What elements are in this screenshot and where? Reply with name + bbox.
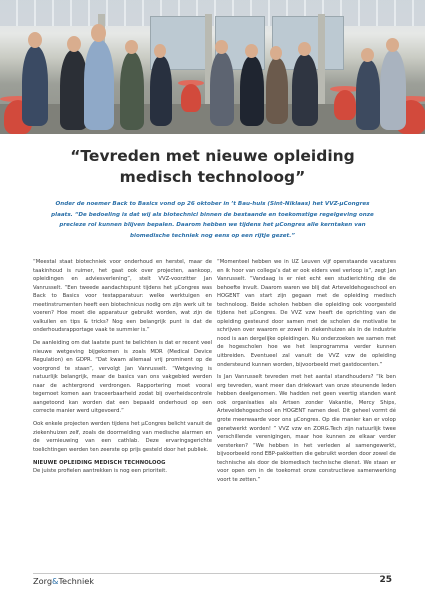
paragraph: Ook enkele projecten werden tijdens het µCongres belicht vanuit de ziekenhuizen zelf, zoals de doormelding van medische alarmen en de vernieuwing van een cathlab. Deze ervaringsgerichte toelichtingen werden ten zeerste op prijs gesteld door het publiek. — [33, 421, 212, 453]
left-column — [33, 258, 212, 480]
article-title: “Tevreden met nieuwe opleiding medisch technoloog” — [70, 147, 355, 186]
brand-word-left: Zorg — [33, 576, 53, 586]
person — [356, 60, 380, 130]
person — [292, 54, 318, 126]
paragraph: De juiste profielen aantrekken is nog een prioriteit. — [33, 468, 168, 475]
person — [120, 52, 144, 130]
person-head — [215, 40, 228, 54]
brand-ampersand: & — [52, 576, 59, 586]
person-head — [125, 40, 138, 54]
person — [210, 52, 234, 126]
red-table — [181, 84, 201, 112]
article-lead: Onder de noemer Back to Basics vond op 26 oktober in ’t Bau-huis (Sint-Niklaas) het VVZ-µCongres plaats. “De bedoeling is dat wij als biotechnici binnen de bestaande en toekomstige regelgeving onze precieze rol kunnen blijven bepalen. Daarom hebben we tijdens het µCongres alle kerntaken van biomedische techniek nog eens op een rijtje gezet.” — [51, 201, 374, 239]
paragraph: “Meestal staat biotechniek voor onderhoud en herstel, maar de taakinhoud is ruimer, het gaat ook over projecten, aankoop, opleidingen en adviesverlening”, stelt VVZ-voorzitter Jan Vanrusselt. “Een tweede aandachtspunt tijdens het µCongres was Back to Basics voor testapparatuur: welke werktuigen en meetinstrumenten heeft een biotechnicus nodig om zijn werk uit te voeren? Hoe moet die apparatuur gebruikt worden, wat zijn de valkuilen en tips & tricks? Nog een belangrijk punt is dat de onderhoudsrapportage vaak te summier is.” — [33, 259, 212, 334]
person-head — [245, 44, 258, 58]
person-head — [361, 48, 374, 62]
person — [380, 50, 406, 130]
person — [84, 40, 114, 130]
paragraph: “Momenteel hebben we in UZ Leuven vijf openstaande vacatures en ik hoor van collega’s dat er ook elders veel verloop is”, zegt Jan Vanrusselt. “Vandaag is er niet echt een studierichting die de behoefte invult. Daarom waren we blij dat Arteveldehogeschool en HOGENT van start zijn gegaan met de opleiding medisch technoloog. Beide scholen hebben die opleiding ook voorgesteld tijdens het µCongres. De VVZ vzw heeft de oprichting van de opleiding gesteund door samen met de scholen de motivatie te schrijven over waarom er zowel in ziekenhuizen als in de industrie nood is aan dergelijke opleidingen. Nu onderzoeken we samen met de hogescholen hoe we het lesprogramma verder kunnen uitbreiden. Eventueel zal vanuit de VVZ vzw de opleiding ondersteund kunnen worden, bijvoorbeeld met gastdocenten.” — [217, 259, 396, 368]
brand-word-right: Techniek — [58, 576, 95, 586]
person-head — [386, 38, 399, 52]
ceiling-grid — [0, 0, 425, 26]
paragraph: Is Jan Vanrusselt tevreden met het aantal standhouders? “Ik ben erg tevreden, want meer dan driekwart van onze steunende leden hebben deelgenomen. We hadden net geen veertig standen want ook organisaties als Artsen zonder Vakantie, Mercy Ships, Arteveldehogeschool en HOGENT namen deel. Dit geheel vormt dé grote meerwaarde voor ons µCongres. Op die manier kan er volop genetwerkt worden! ” VVZ vzw en ZORG.Tech zijn natuurlijk twee verschillende verenigingen, maar hoe kunnen ze elkaar verder versterken? “We hebben in het verleden al samengewerkt, bijvoorbeeld rond EBP-pakketten die gebruikt worden door zowel de technische als door de biomedisch technische dienst. We staan er voor open om in de toekomst onze constructieve samenwerking voort te zetten.” — [217, 374, 396, 483]
magazine-brand — [33, 576, 94, 586]
person — [150, 56, 172, 126]
person-head — [298, 42, 311, 56]
person-head — [270, 46, 282, 60]
right-column — [217, 258, 396, 489]
conference-crowd-photo — [0, 0, 425, 134]
person-head — [91, 24, 106, 42]
pillar — [318, 14, 325, 104]
person — [240, 56, 264, 126]
person-head — [28, 32, 42, 48]
paragraph: De aanleiding om dat laatste punt te belichten is dat er recent veel nieuwe wetgeving bijgekomen is zoals MDR (Medical Device Regulation) en GDPR. “Dat kwam allemaal vrij prominent op de voorgrond te staan”, vervolgt Jan Vanrusselt. “Wetgeving is natuurlijk belangrijk, maar de basics van ons vakgebied werden naar de achtergrond verdrongen. Rapportering moet vooral tegemoet komen aan traceerbaarheid zodat bij overheidscontrole aangetoond kan worden dat een bepaald onderhoud op een correcte manier werd uitgevoerd.” — [33, 340, 212, 415]
person — [22, 46, 48, 126]
page-number: 25 — [379, 575, 392, 585]
red-table — [334, 90, 356, 120]
footer-divider — [33, 573, 390, 574]
section-subheading: NIEUWE OPLEIDING MEDISCH TECHNOLOOG — [33, 459, 166, 466]
person — [266, 58, 288, 124]
person-head — [154, 44, 166, 58]
person-head — [67, 36, 81, 52]
